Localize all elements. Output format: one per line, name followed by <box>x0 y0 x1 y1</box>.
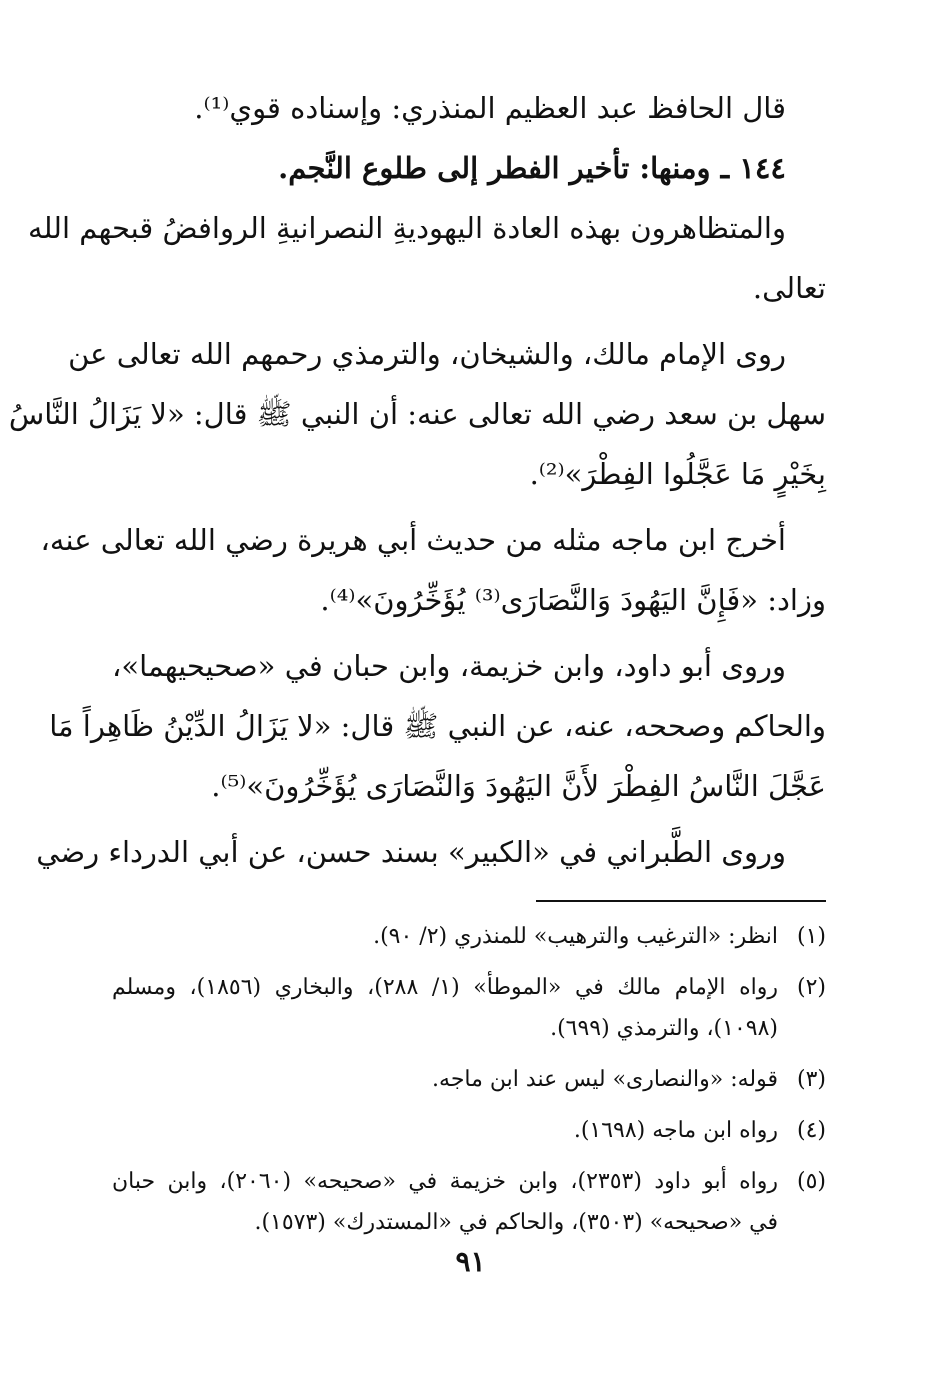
body-line: وروى أبو داود، وابن خزيمة، وابن حبان في «صحيحيهما»، <box>112 649 786 683</box>
footnotes <box>112 916 826 1243</box>
footnote-text: (١٠٩٨)، والترمذي (٦٩٩). <box>550 1016 778 1041</box>
body-line: تعالى. <box>752 271 826 305</box>
body-line: والحاكم وصححه، عنه، عن النبي ﷺ قال: «لا يَزَالُ الدِّيْنُ ظَاهِراً مَا <box>49 709 826 743</box>
footnote-number: (١) <box>796 924 826 949</box>
footnote-item <box>112 1161 826 1243</box>
footnote-number: (٥) <box>796 1169 826 1194</box>
body-line: قال الحافظ عبد العظيم المنذري: وإسناده قوي⁽¹⁾. <box>194 91 786 125</box>
footnote-item <box>112 1110 826 1151</box>
body-line: أخرج ابن ماجه مثله من حديث أبي هريرة رضي الله تعالى عنه، <box>40 523 786 557</box>
footnote-text: رواه أبو داود (٢٣٥٣)، وابن خزيمة في «صحيحه» (٢٠٦٠)، وابن حبان <box>112 1169 778 1194</box>
body-line: والمتظاهرون بهذه العادة اليهوديةِ النصرانيةِ الروافضُ قبحهم الله <box>28 211 786 245</box>
footnote-divider <box>536 900 826 902</box>
footnote-text: رواه ابن ماجه (١٦٩٨). <box>573 1118 778 1143</box>
footnote-text: في «صحيحه» (٣٥٠٣)، والحاكم في «المستدرك» (١٥٧٣). <box>254 1210 778 1235</box>
footnote-item <box>112 916 826 957</box>
body-line: روى الإمام مالك، والشيخان، والترمذي رحمهم الله تعالى عن <box>68 337 786 371</box>
body-line: وزاد: «فَإِنَّ اليَهُودَ وَالنَّصَارَى⁽³⁾ يُؤَخِّرُونَ»⁽⁴⁾. <box>320 583 826 617</box>
footnote-text: انظر: «الترغيب والترهيب» للمنذري (٢/ ٩٠). <box>373 924 778 949</box>
page-number: ٩١ <box>455 1245 486 1278</box>
footnote-item <box>112 1059 826 1100</box>
body-line: عَجَّلَ النَّاسُ الفِطْرَ لأَنَّ اليَهُودَ وَالنَّصَارَى يُؤَخِّرُونَ»⁽⁵⁾. <box>211 769 826 803</box>
body-line: سهل بن سعد رضي الله تعالى عنه: أن النبي ﷺ قال: «لا يَزَالُ النَّاسُ <box>8 397 826 431</box>
footnote-item <box>112 967 826 1049</box>
footnote-text: رواه الإمام مالك في «الموطأ» (١/ ٢٨٨)، والبخاري (١٨٥٦)، ومسلم <box>112 975 778 1000</box>
footnote-text: قوله: «والنصارى» ليس عند ابن ماجه. <box>432 1067 778 1092</box>
footnote-number: (٤) <box>796 1118 826 1143</box>
footnote-number: (٢) <box>796 975 826 1000</box>
body-line: وروى الطَّبراني في «الكبير» بسند حسن، عن أبي الدرداء رضي <box>36 835 786 869</box>
footnote-number: (٣) <box>796 1067 826 1092</box>
body-line: بِخَيْرٍ مَا عَجَّلُوا الفِطْرَ»⁽²⁾. <box>529 457 826 491</box>
section-heading: ١٤٤ ـ ومنها: تأخير الفطر إلى طلوع النَّجم. <box>278 151 786 185</box>
